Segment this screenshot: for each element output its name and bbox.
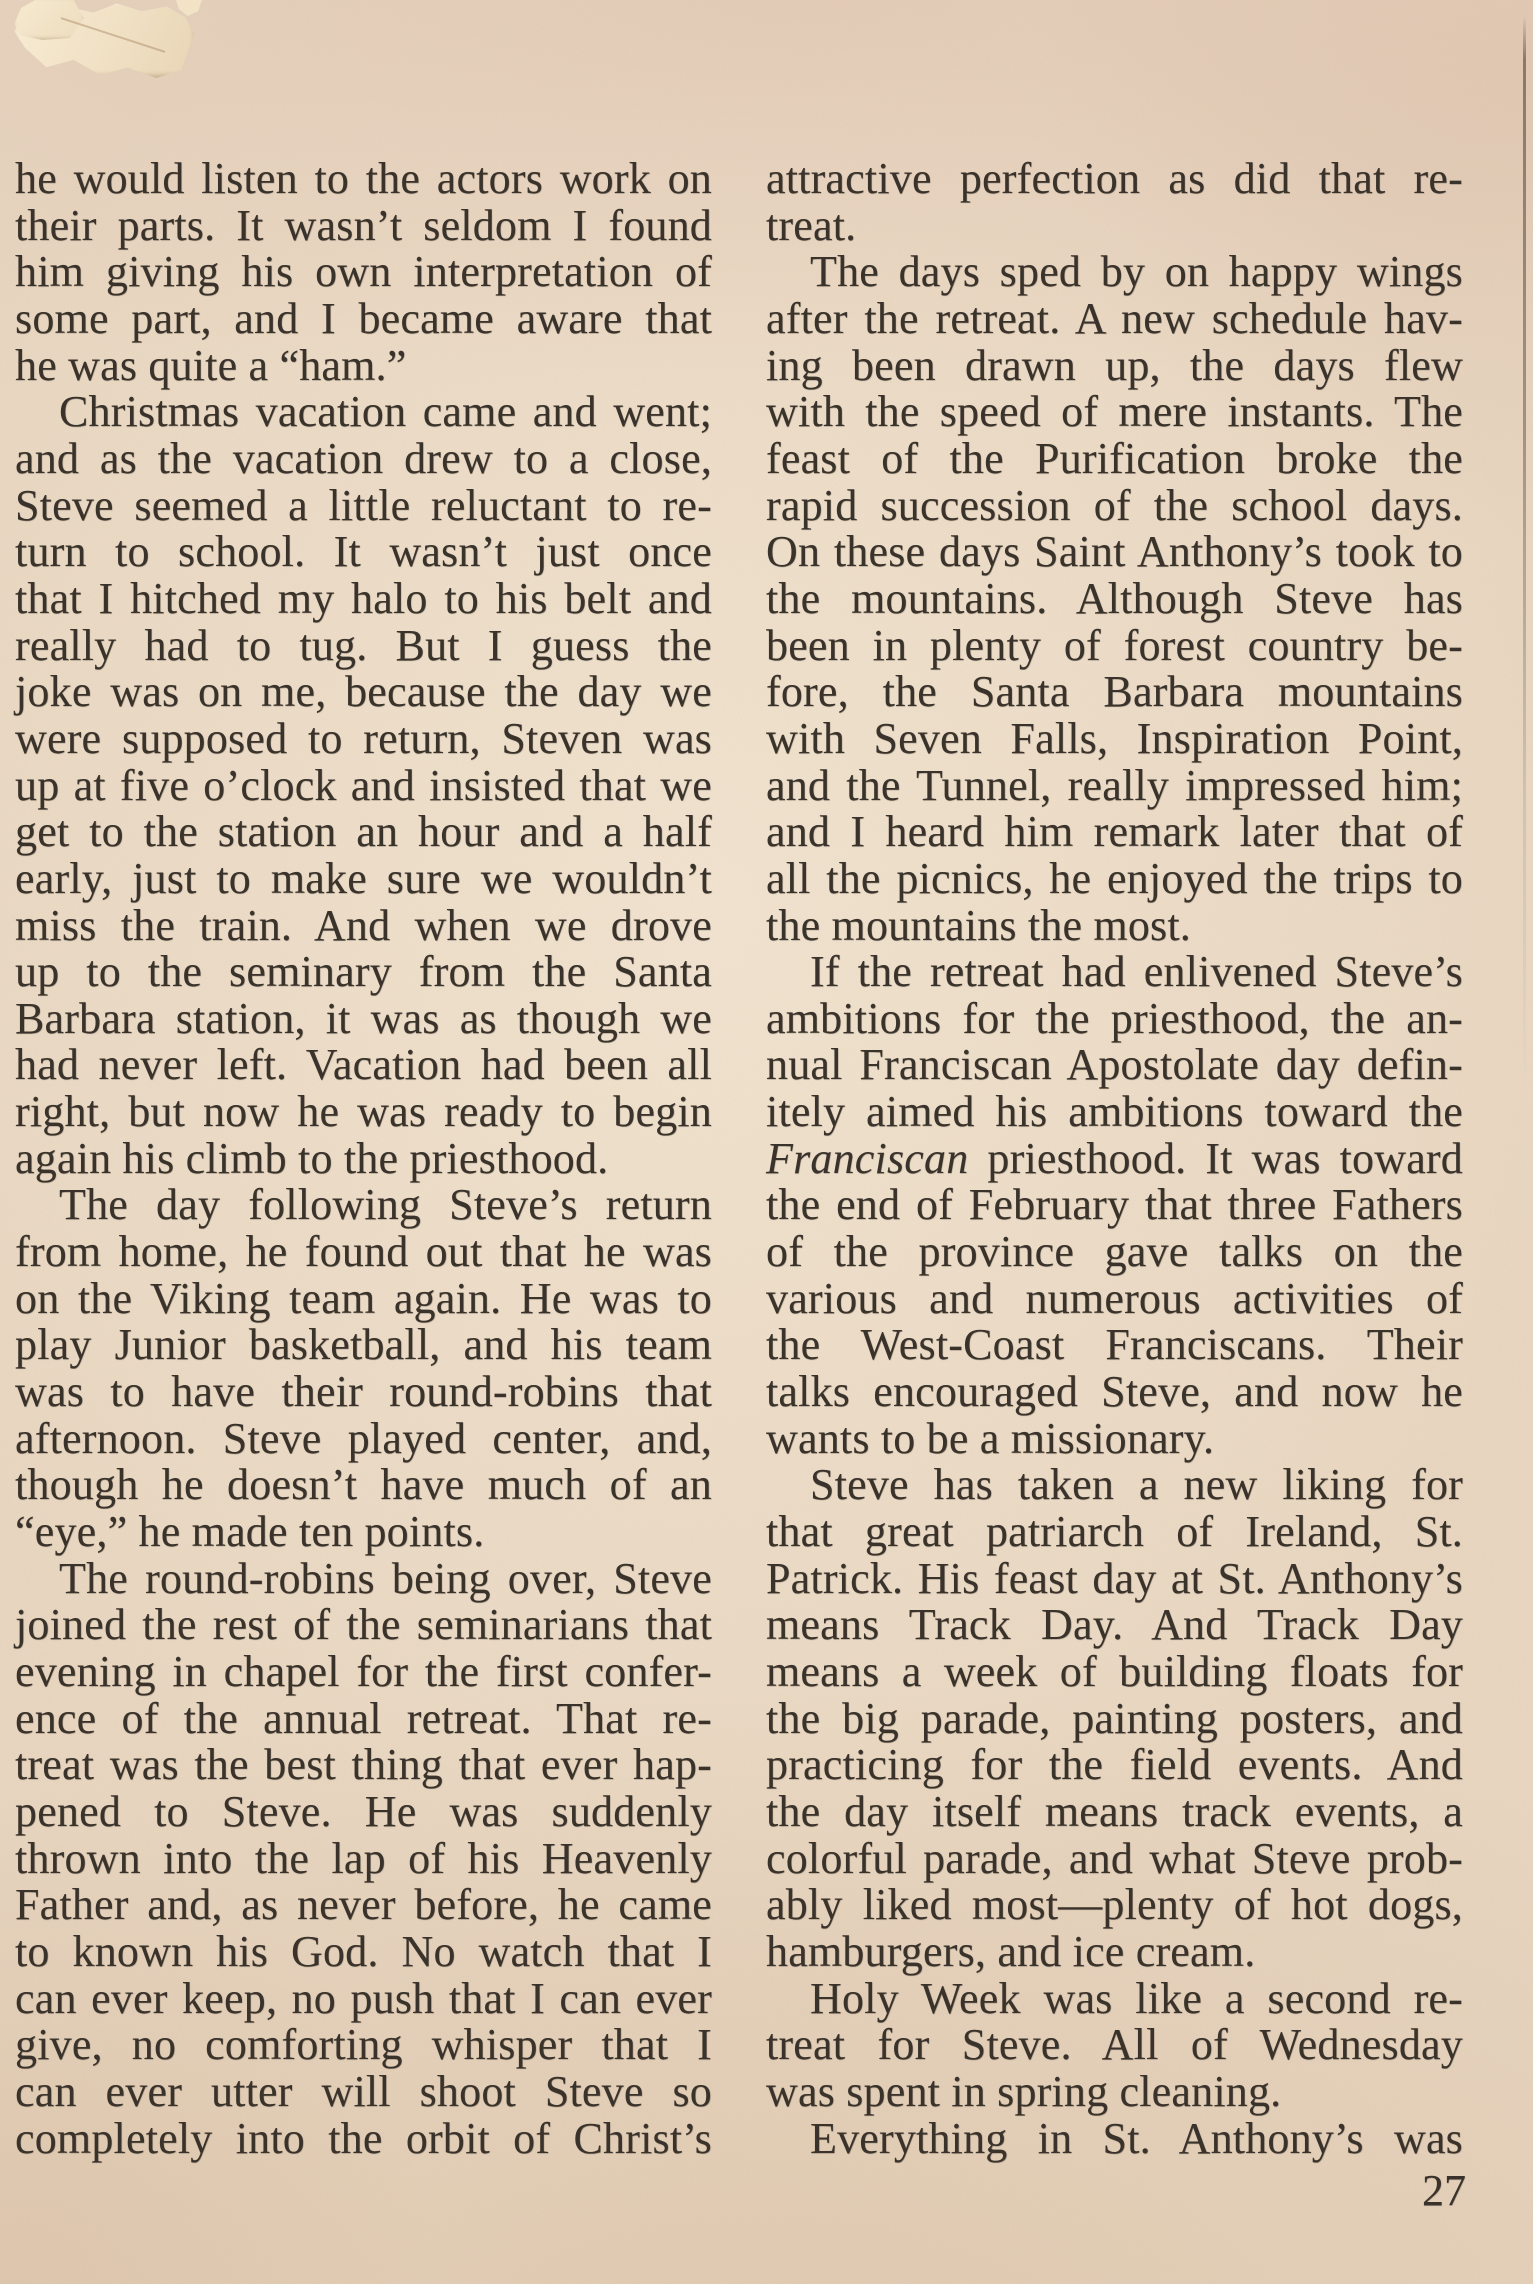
text-line: the big parade, painting posters, and [766, 1693, 1463, 1743]
text-line: pened to Steve. He was suddenly [15, 1786, 712, 1836]
text-line: can ever keep, no push that I can ever [15, 1973, 712, 2023]
text-line: that I hitched my halo to his belt and [15, 573, 712, 623]
text-line: Steve has taken a new liking for [810, 1460, 1463, 1510]
text-line: early, just to make sure we wouldn’t [15, 853, 712, 903]
text-line: up at five o’clock and insisted that we [15, 760, 712, 810]
text-line: all the picnics, he enjoyed the trips to [766, 853, 1463, 903]
text-line: rapid succession of the school days. [766, 480, 1463, 530]
text-line: with Seven Falls, Inspiration Point, [766, 713, 1463, 763]
text-line: Christmas vacation came and went; [59, 387, 712, 437]
text-line: wants to be a missionary. [766, 1413, 1215, 1463]
text-line: though he doesn’t have much of an [15, 1460, 712, 1510]
text-line: ambitions for the priesthood, the an- [766, 993, 1463, 1043]
text-line: turn to school. It wasn’t just once [15, 527, 712, 577]
text-line: treat for Steve. All of Wednesday [766, 2020, 1463, 2070]
italic-text-segment: Franciscan [766, 1133, 969, 1183]
text-line: right, but now he was ready to begin [15, 1087, 712, 1137]
text-line: Holy Week was like a second re- [810, 1973, 1463, 2023]
text-line: from home, he found out that he was [15, 1227, 712, 1277]
text-line: been in plenty of forest country be- [766, 620, 1463, 670]
text-line: of the province gave talks on the [766, 1227, 1463, 1277]
text-line: feast of the Purification broke the [766, 433, 1463, 483]
text-line: the West-Coast Franciscans. Their [766, 1320, 1463, 1370]
text-line: and the Tunnel, really impressed him; [766, 760, 1463, 810]
text-line: on the Viking team again. He was to [15, 1273, 712, 1323]
text-line: Steve seemed a little reluctant to re- [15, 480, 712, 530]
text-line: Father and, as never before, he came [15, 1880, 712, 1930]
text-line: were supposed to return, Steven was [15, 713, 712, 763]
text-line: The round-robins being over, Steve [59, 1553, 712, 1603]
text-line: was to have their round-robins that [15, 1367, 712, 1417]
text-line: the mountains. Although Steve has [766, 573, 1463, 623]
text-line: thrown into the lap of his Heavenly [15, 1833, 712, 1883]
text-line: play Junior basketball, and his team [15, 1320, 712, 1370]
text-line: hamburgers, and ice cream. [766, 1926, 1256, 1976]
text-line: their parts. It wasn’t seldom I found [15, 200, 712, 250]
text-line: the mountains the most. [766, 900, 1192, 950]
text-line: really had to tug. But I guess the [15, 620, 712, 670]
text-line: to known his God. No watch that I [15, 1926, 712, 1976]
text-segment: priesthood. It was toward [968, 1133, 1463, 1183]
text-line: itely aimed his ambitions toward the [766, 1087, 1463, 1137]
text-line: afternoon. Steve played center, and, [15, 1413, 712, 1463]
text-line: give, no comforting whisper that I [15, 2020, 712, 2070]
page-number: 27 [1422, 2166, 1466, 2215]
text-line: various and numerous activities of [766, 1273, 1463, 1323]
text-line: If the retreat had enlivened Steve’s [810, 947, 1463, 997]
text-line: the end of February that three Fathers [766, 1180, 1463, 1230]
text-column-left [15, 156, 712, 2162]
text-line: means Track Day. And Track Day [766, 1600, 1463, 1650]
text-line: again his climb to the priesthood. [15, 1133, 609, 1183]
text-line: some part, and I became aware that [15, 293, 712, 343]
text-line: he was quite a “ham.” [15, 340, 407, 390]
text-line: colorful parade, and what Steve prob- [766, 1833, 1463, 1883]
text-line: miss the train. And when we drove [15, 900, 712, 950]
text-line: evening in chapel for the first confer- [15, 1647, 712, 1696]
text-line: Barbara station, it was as though we [15, 993, 712, 1043]
torn-paper-scrap [0, 0, 220, 100]
text-line: was spent in spring cleaning. [766, 2066, 1282, 2116]
text-line: talks encouraged Steve, and now he [766, 1367, 1463, 1417]
text-line: that great patriarch of Ireland, St. [766, 1507, 1463, 1557]
text-line: Patrick. His feast day at St. Anthony’s [766, 1553, 1463, 1603]
text-line: The day following Steve’s return [59, 1180, 712, 1230]
text-line: and I heard him remark later that of [766, 807, 1463, 857]
text-line: nual Franciscan Apostolate day defin- [766, 1040, 1463, 1090]
text-line: Everything in St. Anthony’s was [810, 2113, 1463, 2163]
text-line: get to the station an hour and a half [15, 807, 712, 857]
binding-edge-shadow [1523, 16, 1526, 1096]
text-line: ing been drawn up, the days flew [766, 340, 1463, 390]
text-line: “eye,” he made ten points. [15, 1507, 485, 1557]
torn-paper-piece-nub [176, 0, 202, 16]
text-line: joined the rest of the seminarians that [15, 1600, 712, 1650]
text-line: after the retreat. A new schedule hav- [766, 293, 1463, 343]
text-line: treat was the best thing that ever hap- [15, 1740, 712, 1790]
text-line: had never left. Vacation had been all [15, 1040, 712, 1090]
text-line: means a week of building floats for [766, 1647, 1463, 1696]
text-line [766, 1133, 1463, 1183]
text-line: On these days Saint Anthony’s took to [766, 527, 1463, 577]
text-line: fore, the Santa Barbara mountains [766, 667, 1463, 717]
text-line: attractive perfection as did that re- [766, 154, 1463, 203]
text-line: up to the seminary from the Santa [15, 947, 712, 997]
text-line: ably liked most—plenty of hot dogs, [766, 1880, 1463, 1930]
text-line: completely into the orbit of Christ’s [15, 2113, 712, 2163]
text-line: the day itself means track events, a [766, 1786, 1463, 1836]
text-line: he would listen to the actors work on [15, 154, 712, 203]
text-line: and as the vacation drew to a close, [15, 433, 712, 483]
text-line: joke was on me, because the day we [15, 667, 712, 717]
text-line: treat. [766, 200, 857, 250]
text-line: ence of the annual retreat. That re- [15, 1693, 712, 1743]
text-line: can ever utter will shoot Steve so [15, 2066, 712, 2116]
text-line: The days sped by on happy wings [810, 247, 1463, 297]
text-line: him giving his own interpretation of [15, 247, 712, 297]
text-column-right [766, 156, 1463, 2162]
text-line: with the speed of mere instants. The [766, 387, 1463, 437]
text-line: practicing for the field events. And [766, 1740, 1463, 1790]
